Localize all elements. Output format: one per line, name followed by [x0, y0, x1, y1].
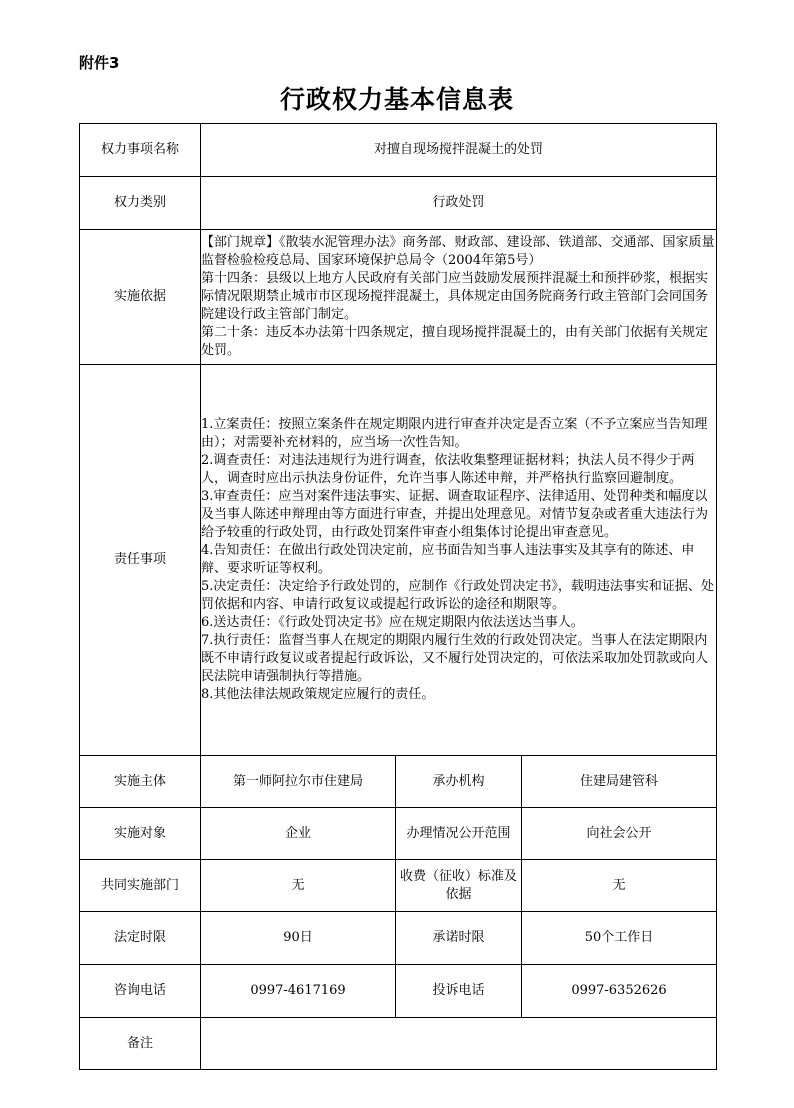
row-remark: [80, 1018, 717, 1070]
fee-basis-label: 收费（征收）标准及依据: [396, 860, 522, 912]
responsibility-item: 8.其他法律法规政策规定应履行的责任。: [201, 687, 435, 702]
row-phone: [80, 965, 717, 1018]
responsibility-item: 1.立案责任：按照立案条件在规定期限内进行审查并决定是否立案（不予立案应当告知理由）；对需要补充材料的，应当场一次性告知。: [201, 417, 708, 450]
row-basis: [80, 230, 717, 365]
handling-org-label: 承办机构: [396, 756, 522, 808]
basis-content: [201, 230, 717, 365]
promised-limit-value: 50个工作日: [522, 912, 717, 965]
basis-label: 实施依据: [80, 230, 201, 365]
info-table: [79, 123, 717, 1070]
remark-label: 备注: [80, 1018, 201, 1070]
document-title: 行政权力基本信息表: [279, 85, 514, 114]
basis-paragraph: 第二十条：违反本办法第十四条规定，擅自现场搅拌混凝土的，由有关部门依据有关规定处罚。: [201, 325, 709, 358]
disclosure-scope-label: 办理情况公开范围: [396, 808, 522, 860]
row-target: [80, 808, 717, 860]
remark-value: [201, 1018, 717, 1070]
consult-phone-label: 咨询电话: [80, 965, 201, 1018]
responsibilities-content: [201, 365, 717, 756]
legal-limit-label: 法定时限: [80, 912, 201, 965]
attachment-label: 附件3: [79, 54, 120, 72]
row-joint: [80, 860, 717, 912]
row-responsibilities: [80, 365, 717, 756]
responsibility-item: 7.执行责任：监督当事人在规定的期限内履行生效的行政处罚决定。当事人在法定期限内既不申请行政复议或者提起行政诉讼，又不履行处罚决定的，可依法采取加处罚款或向人民法院申请强制执行等措施。: [201, 633, 709, 684]
target-value: 企业: [201, 808, 396, 860]
row-subject: [80, 756, 717, 808]
category-label: 权力类别: [80, 177, 201, 230]
item-name-label: 权力事项名称: [80, 124, 201, 177]
subject-label: 实施主体: [80, 756, 201, 808]
responsibility-item: 4.告知责任：在做出行政处罚决定前，应书面告知当事人违法事实及其享有的陈述、申辩、要求听证等权利。: [201, 543, 695, 576]
row-category: [80, 177, 717, 230]
row-item-name: [80, 124, 717, 177]
handling-org-value: 住建局建管科: [522, 756, 717, 808]
subject-value: 第一师阿拉尔市住建局: [201, 756, 396, 808]
complaint-phone-label: 投诉电话: [396, 965, 522, 1018]
row-time-limit: [80, 912, 717, 965]
responsibility-item: 2.调查责任：对违法违规行为进行调查，依法收集整理证据材料；执法人员不得少于两人，调查时应出示执法身份证件，允许当事人陈述申辩，并严格执行监察回避制度。: [201, 453, 695, 486]
basis-paragraph: 【部门规章】《散装水泥管理办法》商务部、财政部、建设部、铁道部、交通部、国家质量监督检验检疫总局、国家环境保护总局令（2004年第5号）: [201, 235, 715, 268]
responsibilities-label: 责任事项: [80, 365, 201, 756]
responsibility-item: 5.决定责任：决定给予行政处罚的，应制作《行政处罚决定书》，载明违法事实和证据、处罚依据和内容、申请行政复议或提起行政诉讼的途径和期限等。: [201, 579, 714, 612]
joint-dept-label: 共同实施部门: [80, 860, 201, 912]
promised-limit-label: 承诺时限: [396, 912, 522, 965]
complaint-phone-value: 0997-6352626: [522, 965, 717, 1018]
disclosure-scope-value: 向社会公开: [522, 808, 717, 860]
consult-phone-value: 0997-4617169: [201, 965, 396, 1018]
category-value: 行政处罚: [201, 177, 717, 230]
responsibility-item: 3.审查责任：应当对案件违法事实、证据、调查取证程序、法律适用、处罚种类和幅度以及当事人陈述申辩理由等方面进行审查，并提出处理意见。对情节复杂或者重大违法行为给予较重的行政处罚，由行政处罚案件审查小组集体讨论提出审查意见。: [201, 489, 709, 540]
target-label: 实施对象: [80, 808, 201, 860]
basis-paragraph: 第十四条：县级以上地方人民政府有关部门应当鼓励发展预拌混凝土和预拌砂浆，根据实际情况限期禁止城市市区现场搅拌混凝土，具体规定由国务院商务行政主管部门会同国务院建设行政主管部门制定。: [201, 271, 709, 322]
joint-dept-value: 无: [201, 860, 396, 912]
item-name-value: 对擅自现场搅拌混凝土的处罚: [201, 124, 717, 177]
responsibility-item: 6.送达责任：《行政处罚决定书》应在规定期限内依法送达当事人。: [201, 615, 584, 630]
legal-limit-value: 90日: [201, 912, 396, 965]
fee-basis-value: 无: [522, 860, 717, 912]
